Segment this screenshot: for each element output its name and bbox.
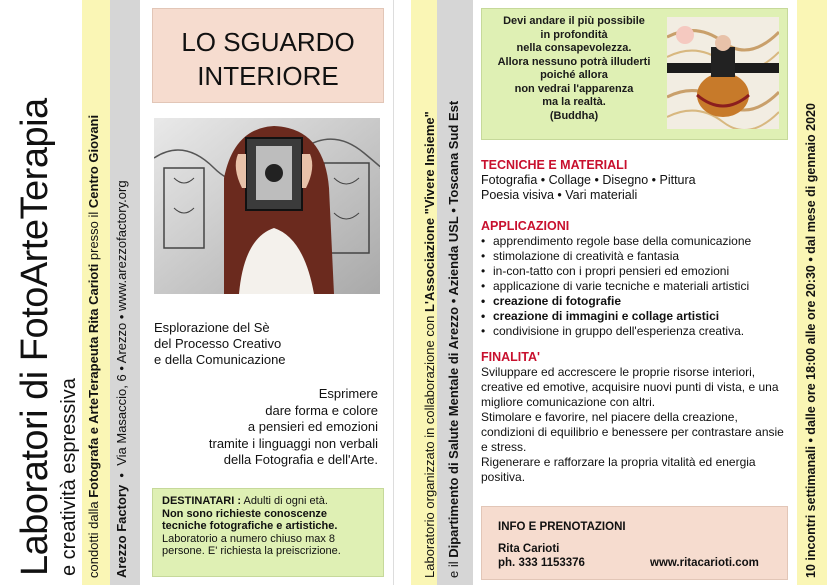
applicazioni-section [481,219,791,339]
express-line-4: tramite i linguaggi non verbali [208,435,378,451]
main-subtitle: e creatività espressiva [58,378,80,576]
express-line-2: dare forma e colore [265,402,378,418]
photo-woman-frame [154,118,380,294]
collaboration-line-2 [446,101,461,578]
list-item: • applicazione di varie tecniche e materiali artistici [481,279,791,294]
exploration-line-1: Esplorazione del Sè [154,320,270,335]
destinatari-note: Laboratorio a numero chiuso max 8 persone. E' richiesta la preiscrizione. [162,532,341,557]
tecniche-section [481,158,791,203]
photo-illustration [154,118,380,294]
destinatari-label: DESTINATARI : [162,495,242,507]
quote-line-2: in profondità [540,28,608,41]
exploration-line-2: del Processo Creativo [154,336,282,351]
express-line-1: Esprimere [318,386,378,401]
credit-part-2: Fotografa e ArteTerapeuta Rita Carioti [86,263,101,498]
info-phone: ph. 333 1153376 [498,557,585,569]
finalita-section [481,350,791,485]
credit-line [86,115,101,578]
express-line-5: della Fotografia e dell'Arte. [223,452,378,467]
info-title: INFO E PRENOTAZIONI [498,521,626,533]
collab-2b: Dipartimento di Salute Mentale di Arezzo • Azienda USL • Toscana Sud Est [446,100,461,558]
collab-1b: L'Associazione "Vivere Insieme" [422,111,437,313]
info-name: Rita Carioti [498,543,560,555]
list-item: • stimolazione di creatività e fantasia [481,249,791,264]
quote-line-3: nella consapevolezza. [516,42,632,54]
destinatari-box [152,488,384,577]
address-venue: Arezzo Factory [114,484,129,578]
express-text [152,386,378,469]
tecniche-title: TECNICHE E MATERIALI [481,158,628,172]
collage-image [667,17,779,129]
quote-box [481,8,788,140]
quote-text [488,15,660,123]
list-item: • creazione di immagini e collage artistici [481,309,791,324]
schedule-line: 10 incontri settimanali • dalle ore 18:00 alle ore 20:30 • dal mese di gennaio 2020 [804,103,818,578]
list-item: • in-con-tatto con i propri pensieri ed emozioni [481,264,791,279]
tecniche-line-2: Poesia visiva • Vari materiali [481,188,638,202]
main-title: Laboratori di FotoArteTerapia [14,98,56,576]
info-box [481,506,788,580]
applicazioni-title: APPLICAZIONI [481,219,570,233]
address-line: Arezzo Factory • Via Masaccio, 6 • Arezzo • www.arezzofactory.org [114,180,129,578]
destinatari-text: Adulti di ogni età. [241,495,328,507]
exploration-text [154,320,286,368]
tecniche-line-1: Fotografia • Collage • Disegno • Pittura [481,173,696,187]
exploration-line-3: e della Comunicazione [154,352,286,367]
header-title-box [152,8,384,103]
mid-strip-white-gap [393,0,412,585]
collab-1a: Laboratorio organizzato in collaborazione con [422,312,437,578]
info-website[interactable]: www.ritacarioti.com [650,557,759,569]
header-title-line-2: INTERIORE [197,61,339,91]
list-item: • creazione di fotografie [481,294,791,309]
quote-line-6: non vedrai l'apparenza [514,82,634,95]
quote-line-8: (Buddha) [549,109,599,122]
credit-part-4: Centro Giovani [86,114,101,209]
destinatari-bold: Non sono richieste conoscenze tecniche fotografiche e artistiche. [162,507,338,532]
quote-line-7: ma la realtà. [542,96,606,108]
quote-line-1: Devi andare il più possibile [503,15,645,27]
collaboration-line-1 [422,111,437,578]
credit-part-1: condotti dalla [86,497,101,578]
quote-line-4: Allora nessuno potrà illuderti [497,55,651,68]
list-item: • apprendimento regole base della comunicazione [481,234,791,249]
finalita-paragraph-1: Sviluppare ed accrescere le proprie risorse interiori, creative ed emotive, acquisire nuovi punti di vista, e una migliore comunicazione con altri. [481,365,779,409]
quote-line-5: poiché allora [540,69,608,81]
address-street: Via Masaccio, 6 • Arezzo • www.arezzofactory.org [114,180,129,466]
collab-2a: e il [446,557,461,578]
finalita-title: FINALITA' [481,350,540,364]
applicazioni-list [481,234,791,339]
express-line-3: a pensieri ed emozioni [247,419,378,434]
collage-illustration [667,17,779,129]
list-item: • condivisione in gruppo dell'esperienza creativa. [481,324,791,339]
header-title-line-1: LO SGUARDO [181,27,355,57]
finalita-paragraph-2: Stimolare e favorire, nel piacere della creazione, condizioni di equilibrio e benessere per contrastare ansie e stress. [481,410,784,454]
credit-part-3: presso il [86,208,101,264]
finalita-paragraph-3: Rigenerare e rafforzare la propria vitalità ed energia positiva. [481,455,756,484]
